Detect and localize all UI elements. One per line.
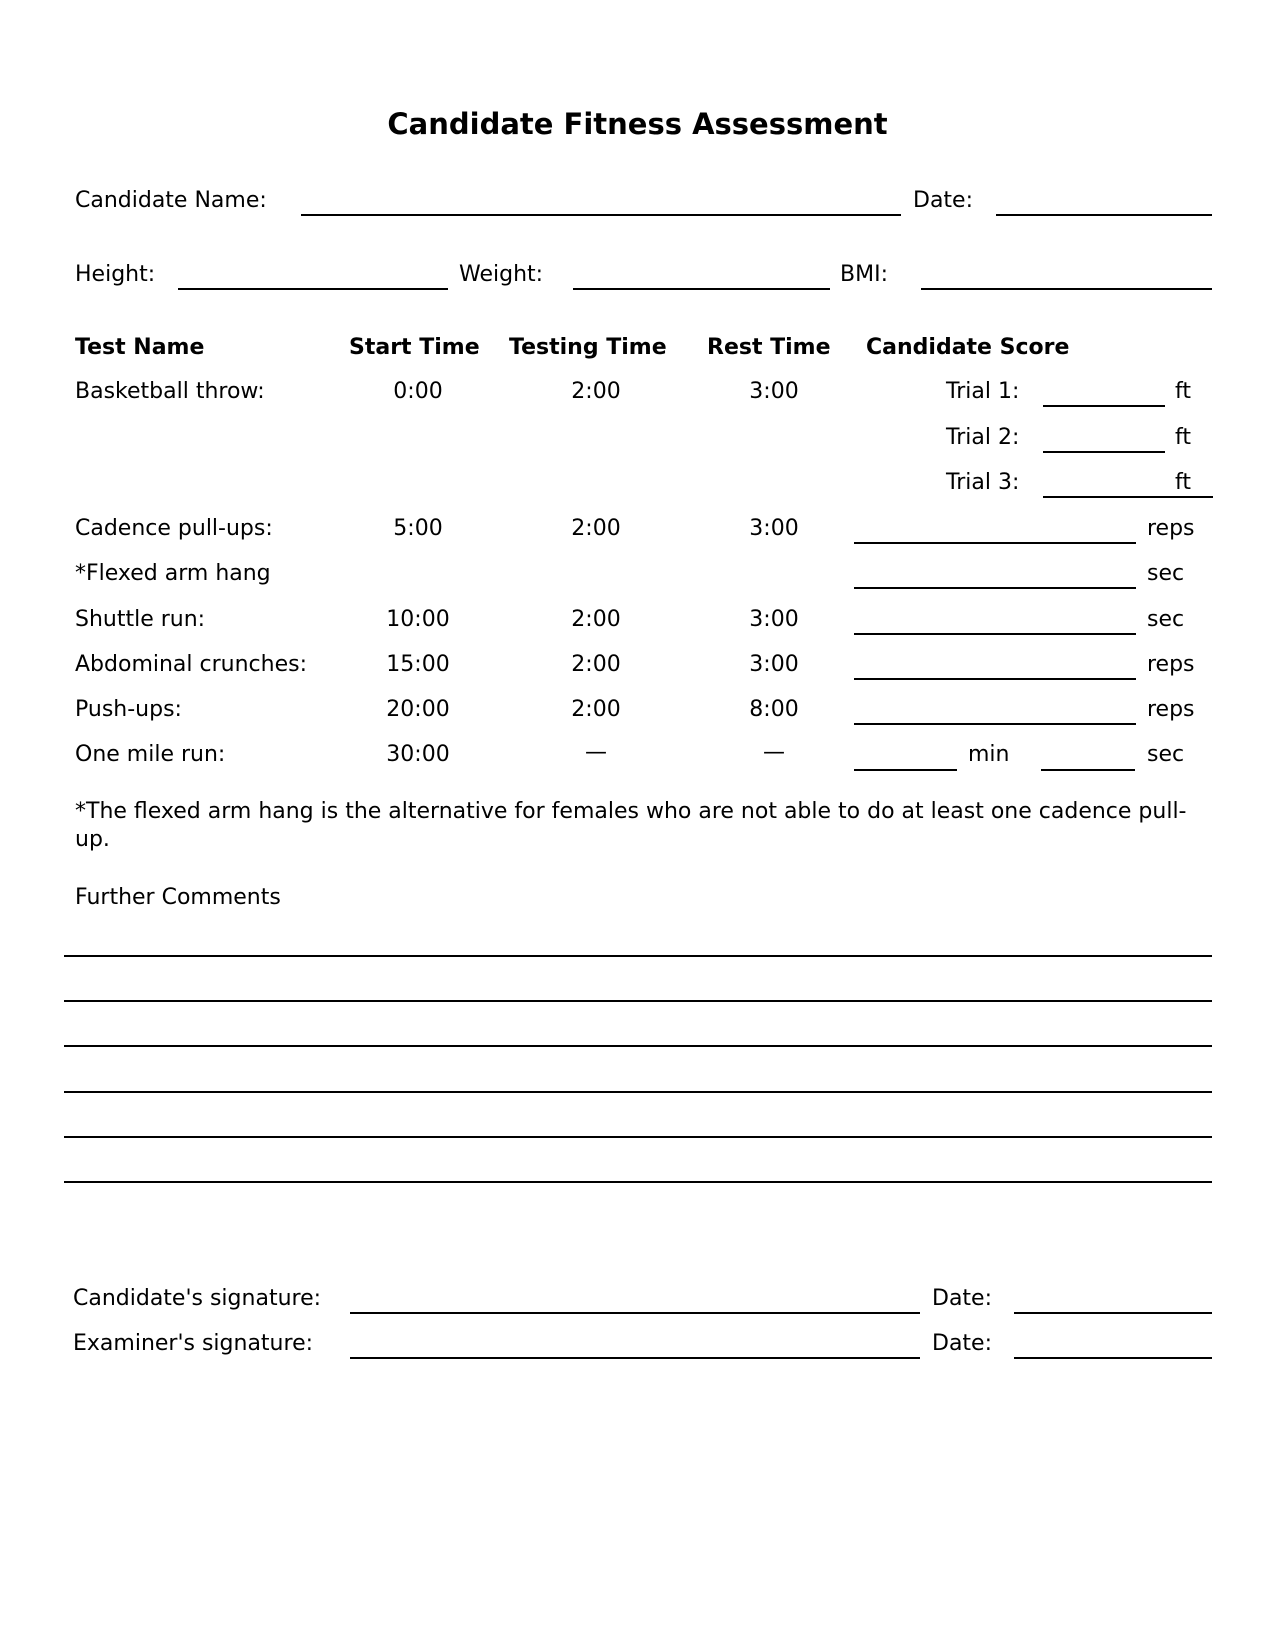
weight-field[interactable] xyxy=(573,288,830,290)
rest-time: 3:00 xyxy=(749,607,799,632)
trial-2-unit: ft xyxy=(1175,425,1191,450)
date-field[interactable] xyxy=(996,214,1212,216)
start-time: 0:00 xyxy=(393,379,443,404)
bmi-label: BMI: xyxy=(840,262,888,287)
footnote: *The flexed arm hang is the alternative for females who are not able to do at least one cadence pull-up. xyxy=(75,799,1187,852)
trial-3-field[interactable] xyxy=(1043,496,1213,498)
score-unit: sec xyxy=(1147,607,1185,632)
column-header-test-name: Test Name xyxy=(75,335,205,360)
test-name: Cadence pull-ups: xyxy=(75,516,273,541)
trial-1-unit: ft xyxy=(1175,379,1191,404)
start-time: 15:00 xyxy=(386,652,450,677)
weight-label: Weight: xyxy=(459,262,544,287)
test-name: *Flexed arm hang xyxy=(75,561,271,586)
rest-time: 3:00 xyxy=(749,379,799,404)
trial-2-field[interactable] xyxy=(1043,451,1165,453)
candidate-signature-field[interactable] xyxy=(350,1312,920,1314)
page-title: Candidate Fitness Assessment xyxy=(387,107,888,141)
height-label: Height: xyxy=(75,262,156,287)
score-field[interactable] xyxy=(854,542,1136,544)
comment-line[interactable] xyxy=(64,955,1212,957)
minutes-unit: min xyxy=(968,742,1010,767)
column-header-candidate-score: Candidate Score xyxy=(866,335,1070,360)
trial-1-field[interactable] xyxy=(1043,405,1165,407)
examiner-signature-field[interactable] xyxy=(350,1357,920,1359)
comment-line[interactable] xyxy=(64,1045,1212,1047)
score-unit: sec xyxy=(1147,561,1185,586)
seconds-unit: sec xyxy=(1147,742,1185,767)
testing-time: — xyxy=(585,740,607,765)
comment-line[interactable] xyxy=(64,1091,1212,1093)
candidate-name-label: Candidate Name: xyxy=(75,188,267,213)
comment-line[interactable] xyxy=(64,1136,1212,1138)
trial-3-label: Trial 3: xyxy=(946,470,1020,495)
start-time: 20:00 xyxy=(386,697,450,722)
examiner-signature-date-label: Date: xyxy=(932,1331,992,1356)
candidate-signature-label: Candidate's signature: xyxy=(73,1286,322,1311)
comment-line[interactable] xyxy=(64,1181,1212,1183)
test-name: Shuttle run: xyxy=(75,607,206,632)
date-label: Date: xyxy=(913,188,973,213)
trial-1-label: Trial 1: xyxy=(946,379,1020,404)
rest-time: 3:00 xyxy=(749,652,799,677)
testing-time: 2:00 xyxy=(571,379,621,404)
score-field[interactable] xyxy=(854,587,1136,589)
rest-time: 3:00 xyxy=(749,516,799,541)
trial-3-unit: ft xyxy=(1175,470,1191,495)
trial-2-label: Trial 2: xyxy=(946,425,1020,450)
testing-time: 2:00 xyxy=(571,516,621,541)
score-field[interactable] xyxy=(854,633,1136,635)
score-unit: reps xyxy=(1147,516,1195,541)
examiner-signature-label: Examiner's signature: xyxy=(73,1331,314,1356)
testing-time: 2:00 xyxy=(571,607,621,632)
testing-time: 2:00 xyxy=(571,697,621,722)
rest-time: 8:00 xyxy=(749,697,799,722)
column-header-testing-time: Testing Time xyxy=(509,335,667,360)
bmi-field[interactable] xyxy=(921,288,1212,290)
height-field[interactable] xyxy=(178,288,448,290)
column-header-rest-time: Rest Time xyxy=(707,335,831,360)
comment-line[interactable] xyxy=(64,1000,1212,1002)
score-field[interactable] xyxy=(854,678,1136,680)
start-time: 10:00 xyxy=(386,607,450,632)
seconds-field[interactable] xyxy=(1041,769,1135,771)
start-time: 5:00 xyxy=(393,516,443,541)
examiner-signature-date-field[interactable] xyxy=(1014,1357,1212,1359)
candidate-name-field[interactable] xyxy=(301,214,901,216)
score-field[interactable] xyxy=(854,723,1136,725)
test-name: One mile run: xyxy=(75,742,226,767)
score-unit: reps xyxy=(1147,697,1195,722)
start-time: 30:00 xyxy=(386,742,450,767)
test-name: Abdominal crunches: xyxy=(75,652,307,677)
score-unit: reps xyxy=(1147,652,1195,677)
test-name: Push-ups: xyxy=(75,697,182,722)
column-header-start-time: Start Time xyxy=(349,335,480,360)
testing-time: 2:00 xyxy=(571,652,621,677)
candidate-signature-date-field[interactable] xyxy=(1014,1312,1212,1314)
minutes-field[interactable] xyxy=(854,769,957,771)
test-name: Basketball throw: xyxy=(75,379,265,404)
rest-time: — xyxy=(763,740,785,765)
candidate-signature-date-label: Date: xyxy=(932,1286,992,1311)
comments-label: Further Comments xyxy=(75,885,281,910)
